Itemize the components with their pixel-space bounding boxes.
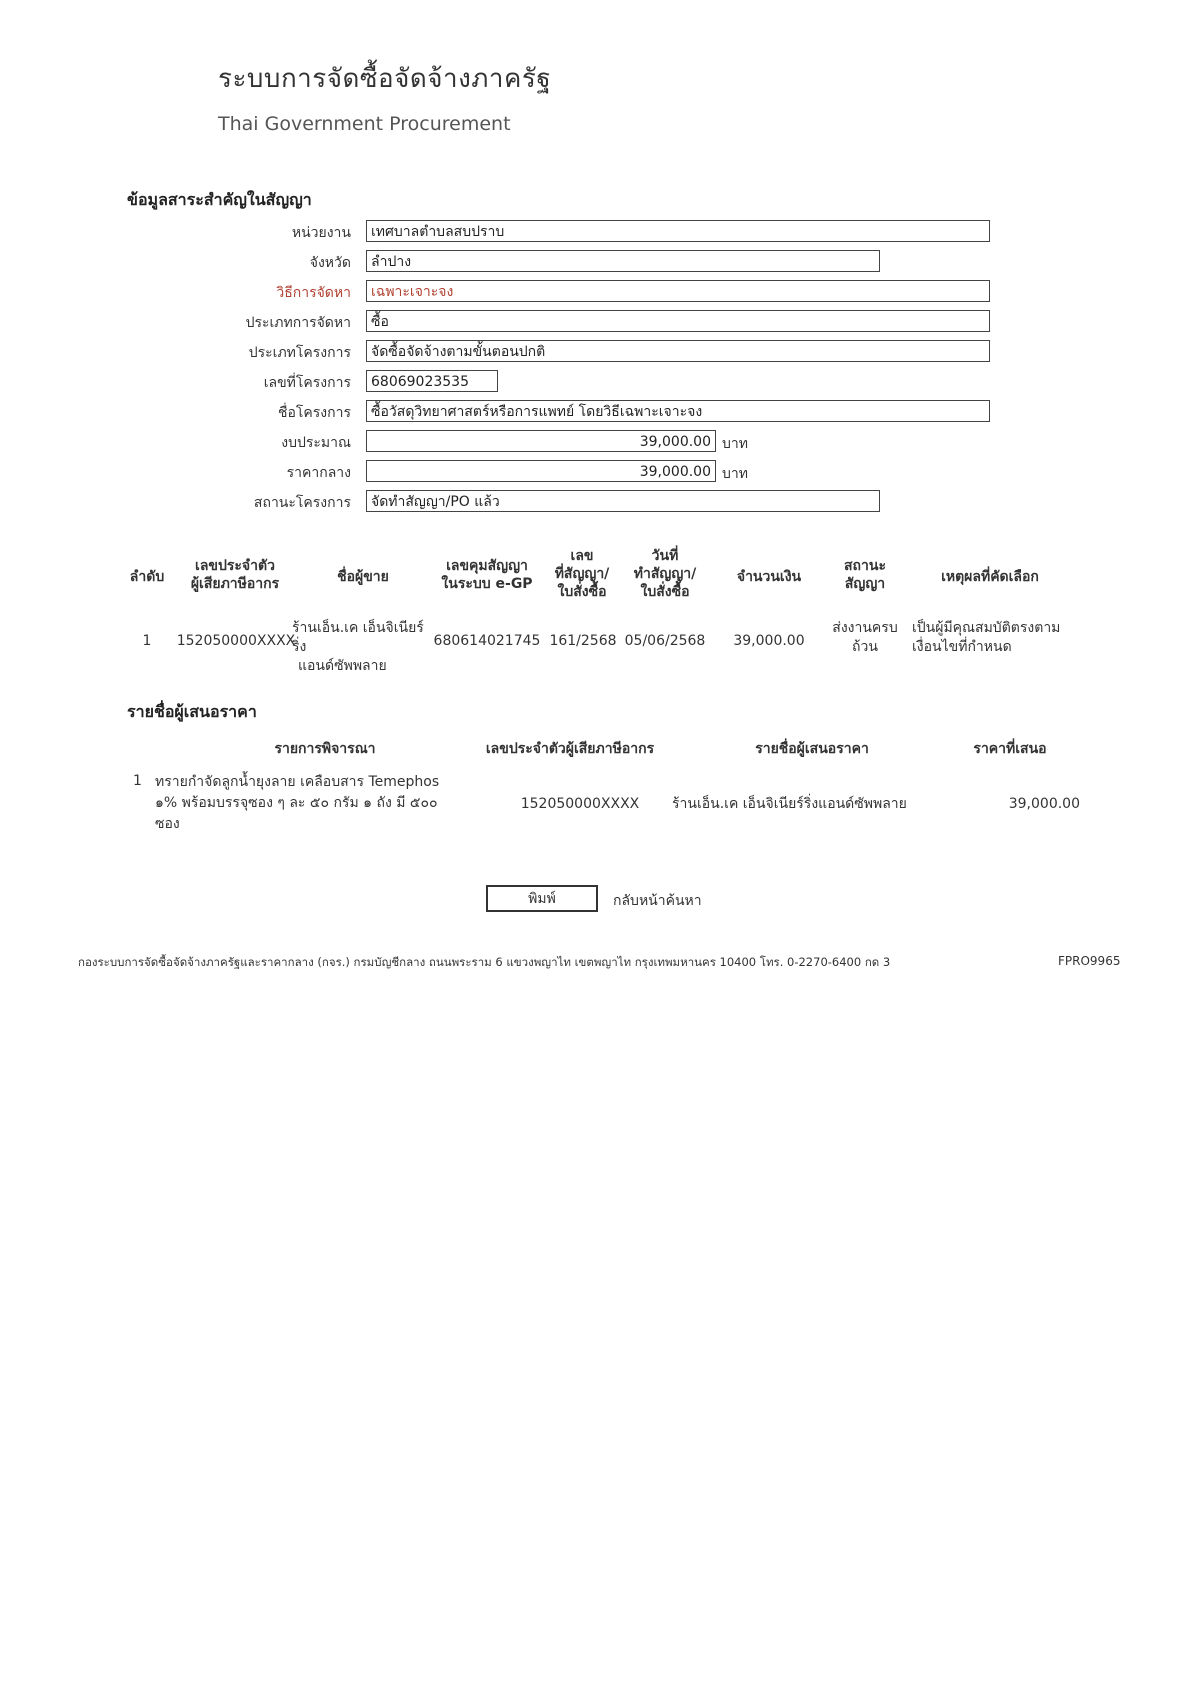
bidder-row-seq: 1 [133,773,142,789]
bidder-row-tax-id: 152050000XXXX [520,796,640,812]
project-status-label: สถานะโครงการ [253,495,351,511]
agency-field: เทศบาลตำบลสบปราบ [366,220,990,242]
agency-label: หน่วยงาน [291,225,351,241]
footer-address: กองระบบการจัดซื้อจัดจ้างภาครัฐและราคากลาง (กจร.) กรมบัญชีกลาง ถนนพระราม 6 แขวงพญาไท เขตพญาไท กรุงเทพมหานคร 10400 โทร. 0-2270-6400 กด 3 [78,955,891,969]
footer-code: FPRO9965 [1058,954,1121,968]
col-header-bidder-name: รายชื่อผู้เสนอราคา [755,741,869,757]
project-type-label: ประเภทโครงการ [248,345,351,361]
col-header-reason: เหตุผลที่คัดเลือก [941,569,1039,585]
col-header-item: รายการพิจารณา [274,741,376,757]
col-header-amount: จำนวนเงิน [736,569,802,585]
method-field: เฉพาะเจาะจง [366,280,990,302]
procurement-type-label: ประเภทการจัดหา [245,315,351,331]
project-status-field: จัดทำสัญญา/PO แล้ว [366,490,880,512]
project-number-label: เลขที่โครงการ [263,375,351,391]
back-to-search-link[interactable]: กลับหน้าค้นหา [613,893,702,909]
col-header-contract-date: วันที่ ทำสัญญา/ ใบสั่งซื้อ [633,548,697,600]
cell-seq: 1 [142,633,152,649]
col-header-price: ราคาที่เสนอ [973,741,1047,757]
cell-tax-id: 152050000XXXX [176,633,296,649]
cell-amount: 39,000.00 [733,633,805,649]
col-header-contract-status: สถานะ สัญญา [844,558,886,592]
page-title-thai: ระบบการจัดซื้อจัดจ้างภาครัฐ [218,64,552,94]
budget-field: 39,000.00 [366,430,716,452]
cell-contract-no: 161/2568 [549,633,617,649]
median-price-field: 39,000.00 [366,460,716,482]
bidders-section-title: รายชื่อผู้เสนอราคา [127,702,257,721]
summary-section-title: ข้อมูลสาระสำคัญในสัญญา [127,190,312,209]
col-header-control-no: เลขคุมสัญญา ในระบบ e-GP [441,558,533,592]
province-label: จังหวัด [309,255,351,271]
median-price-unit: บาท [722,466,748,482]
cell-seller: ร้านเอ็น.เค เอ็นจิเนียร์ริ่ง แอนด์ซัพพลาย [292,620,424,674]
col-header-contract-no: เลข ที่สัญญา/ ใบสั่งซื้อ [554,548,610,600]
print-button[interactable]: พิมพ์ [486,885,598,912]
project-type-field: จัดซื้อจัดจ้างตามขั้นตอนปกติ [366,340,990,362]
col-header-tax-id: เลขประจำตัว ผู้เสียภาษีอากร [190,558,280,592]
cell-contract-date: 05/06/2568 [624,633,706,649]
project-name-field: ซื้อวัสดุวิทยาศาสตร์หรือการแพทย์ โดยวิธีเฉพาะเจาะจง [366,400,990,422]
bidder-row-item: ทรายกำจัดลูกน้ำยุงลาย เคลือบสาร Temephos ๑% พร้อมบรรจุซอง ๆ ละ ๕๐ กรัม ๑ ถัง มี ๕๐๐ ซอง [155,774,440,832]
median-price-label: ราคากลาง [286,465,351,481]
method-label: วิธีการจัดหา [276,285,351,301]
cell-reason: เป็นผู้มีคุณสมบัติตรงตาม เงื่อนไขที่กำหนด [912,620,1061,655]
project-name-label: ชื่อโครงการ [277,405,351,421]
budget-unit: บาท [722,436,748,452]
col-header-seller: ชื่อผู้ขาย [337,569,389,585]
cell-control-no: 680614021745 [433,633,541,649]
page-title-english: Thai Government Procurement [218,113,511,135]
bidder-row-price: 39,000.00 [1008,796,1080,812]
project-number-field: 68069023535 [366,370,498,392]
province-field: ลำปาง [366,250,880,272]
procurement-type-field: ซื้อ [366,310,990,332]
col-header-bidder-tax-id: เลขประจำตัวผู้เสียภาษีอากร [485,741,655,757]
cell-contract-status: ส่งงานครบ ถ้วน [832,620,898,655]
budget-label: งบประมาณ [281,435,351,451]
bidder-row-name: ร้านเอ็น.เค เอ็นจิเนียร์ริ่งแอนด์ซัพพลาย [672,796,907,812]
col-header-seq: ลำดับ [129,569,165,585]
